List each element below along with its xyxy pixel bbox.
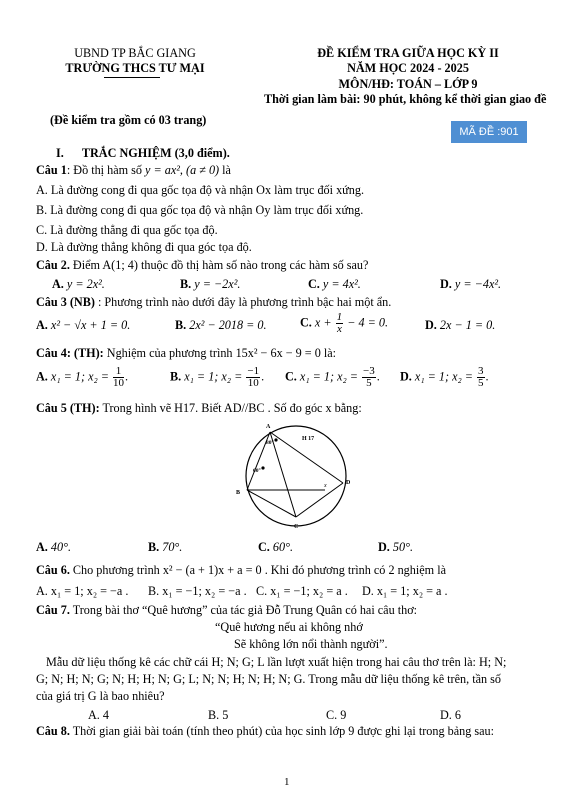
school-authority: UBND TP BẮC GIANG	[74, 46, 196, 60]
q7-option-a: A. 4	[88, 708, 109, 722]
q5-option-b: B. 70°.	[148, 540, 183, 554]
q4-label: Câu 4: (TH):	[36, 346, 104, 360]
q7-poem-line2: Sẽ không lớn nổi thành người”.	[234, 637, 388, 651]
q2-option-b: B. y = −2x².	[180, 277, 241, 291]
label-a: A	[266, 424, 271, 430]
q7-option-c: C. 9	[326, 708, 347, 722]
q3-stem	[36, 295, 391, 310]
angle-dot-80	[274, 438, 277, 441]
q2-label: Câu 2.	[36, 258, 70, 272]
q7-paragraph-line3: của giá trị G là bao nhiêu?	[36, 689, 165, 703]
school-name: TRƯỜNG THCS TƯ MẠI	[65, 61, 205, 75]
q1-stem	[36, 163, 231, 178]
q8-stem	[36, 724, 494, 739]
segment-cd	[296, 483, 343, 517]
exam-title: ĐỀ KIỂM TRA GIỮA HỌC KỲ II	[317, 46, 499, 60]
q8-text: Thời gian giải bài toán (tính theo phút) của học sinh lớp 9 được ghi lại trong bảng sau:	[72, 724, 494, 738]
q4-option-d: D. x₁ = 1; x₂ = $\frac{3}{5}$ .	[400, 365, 489, 389]
q1-option-a: A. Là đường cong đi qua gốc tọa độ và nhận Ox làm trục đối xứng.	[36, 183, 364, 197]
label-b: B	[236, 490, 241, 496]
subject: MÔN/HĐ: TOÁN – LỚP 9	[338, 77, 478, 91]
q2-text: Điểm A(1; 4) thuộc đồ thị hàm số nào trong các hàm số sau?	[72, 258, 369, 272]
geometry-figure-h17	[228, 418, 358, 530]
q2-option-c: C. y = 4x².	[308, 277, 361, 291]
q4-text: Nghiệm của phương trình 15x² − 6x − 9 = 0 là:	[106, 346, 337, 360]
q6-stem	[36, 563, 446, 578]
circle	[246, 426, 346, 526]
q1-option-c: C. Là đường thẳng đi qua gốc tọa độ.	[36, 223, 218, 237]
q1-option-b: B. Là đường cong đi qua gốc tọa độ và nhận Oy làm trục đối xứng.	[36, 203, 364, 217]
q1-label: Câu 1	[36, 163, 67, 177]
label-d: D	[346, 480, 351, 486]
q4-option-a: A. x₁ = 1; x₂ = $\frac{1}{10}$ .	[36, 365, 129, 389]
label-angle-80: 80°	[266, 440, 274, 446]
q7-stem	[36, 603, 417, 618]
exam-code-badge: MÃ ĐỀ :901	[451, 121, 527, 143]
label-angle-60: 60°	[253, 468, 261, 474]
q5-option-a: A. 40°.	[36, 540, 72, 554]
q2-stem	[36, 258, 368, 273]
q6-text: Cho phương trình x² − (a + 1)x + a = 0 . Khi đó phương trình có 2 nghiệm là	[72, 563, 446, 577]
pages-note: (Đề kiểm tra gồm có 03 trang)	[50, 113, 207, 127]
q7-text: Trong bài thơ “Quê hương” của tác giả Đỗ Trung Quân có hai câu thơ:	[72, 603, 418, 617]
q3-text: : Phương trình nào dưới đây là phương trình bậc hai một ẩn.	[97, 295, 392, 309]
q3-option-d: D. 2x − 1 = 0.	[425, 318, 496, 332]
header-underline	[104, 77, 160, 78]
q3-label: Câu 3 (NB)	[36, 295, 95, 309]
q8-label: Câu 8.	[36, 724, 70, 738]
q2-option-a: A. y = 2x².	[52, 277, 105, 291]
page-number: 1	[284, 776, 290, 788]
q5-label: Câu 5 (TH):	[36, 401, 100, 415]
q7-paragraph-line1: Mẫu dữ liệu thống kê các chữ cái H; N; G; L lần lượt xuất hiện trong hai câu thơ trên là: H; N;	[46, 655, 507, 669]
q3-option-a: A. x² − √x + 1 = 0.	[36, 318, 131, 332]
q4-option-c: C. x₁ = 1; x₂ = $\frac{-3}{5}$ .	[285, 365, 380, 389]
q6-option-b: B. x₁ = −1; x₂ = −a .	[148, 584, 247, 598]
q1-option-d: D. Là đường thẳng không đi qua góc tọa độ.	[36, 240, 252, 254]
label-c: C	[294, 524, 299, 530]
q1-func: y = ax², (a ≠ 0)	[145, 163, 220, 177]
q6-option-a: A. x₁ = 1; x₂ = −a .	[36, 584, 129, 598]
label-h17: H 17	[302, 436, 315, 442]
q5-text: Trong hình vẽ H17. Biết AD//BC . Số đo góc x bằng:	[102, 401, 362, 415]
q2-option-d: D. y = −4x².	[440, 277, 502, 291]
section-title: TRẮC NGHIỆM (3,0 điểm).	[81, 146, 230, 160]
q7-label: Câu 7.	[36, 603, 70, 617]
q7-option-b: B. 5	[208, 708, 229, 722]
q7-poem-line1: “Quê hương nếu ai không nhớ	[215, 620, 363, 634]
q6-option-d: D. x₁ = 1; x₂ = a .	[362, 584, 448, 598]
q5-option-c: C. 60°.	[258, 540, 294, 554]
segment-ac	[270, 432, 296, 517]
q7-paragraph-line2: G; N; H; N; G; N; H; H; N; G; L; N; N; H; N; H; N; G. Trong mẫu dữ liệu thống kê trên, tần số	[36, 672, 501, 686]
q7-option-d: D. 6	[440, 708, 461, 722]
angle-dot-60	[261, 466, 264, 469]
label-x: x	[324, 483, 327, 489]
time-note: Thời gian làm bài: 90 phút, không kể thời gian giao đề	[264, 92, 547, 106]
q5-option-d: D. 50°.	[378, 540, 414, 554]
section-heading	[56, 146, 230, 161]
q1-tail: là	[222, 163, 231, 177]
q6-label: Câu 6.	[36, 563, 70, 577]
q5-stem	[36, 401, 362, 416]
section-number: I.	[56, 146, 64, 160]
q3-option-c: C. x + $\frac{1}{x}$ − 4 = 0.	[300, 311, 389, 335]
q6-option-c: C. x₁ = −1; x₂ = a .	[256, 584, 348, 598]
school-year: NĂM HỌC 2024 - 2025	[347, 61, 469, 75]
q1-text: : Đồ thị hàm số	[66, 163, 142, 177]
q4-stem	[36, 346, 336, 361]
q4-option-b: B. x₁ = 1; x₂ = $\frac{-1}{10}$ .	[170, 365, 265, 389]
q3-option-b: B. 2x² − 2018 = 0.	[175, 318, 267, 332]
